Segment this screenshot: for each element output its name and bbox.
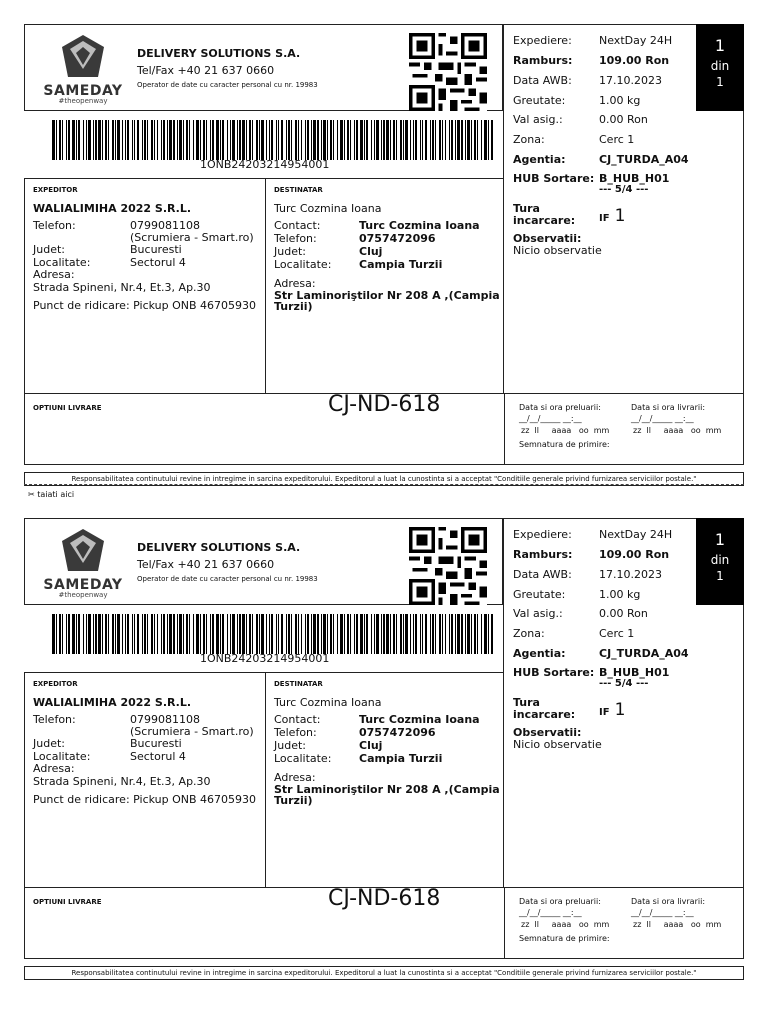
greutate-value: 1.00 kg — [599, 588, 641, 601]
observatii-value: Nicio observatie — [513, 738, 602, 751]
awb-number: 1ONB24203214954001 — [200, 652, 330, 665]
expeditor-telefon-label: Telefon: — [33, 219, 76, 232]
expeditor-localitate: Sectorul 4 — [130, 750, 186, 763]
preluarii-label: Data si ora preluarii: — [519, 897, 601, 906]
expeditor-name: WALIALIMIHA 2022 S.R.L. — [33, 696, 192, 709]
expeditor-adresa-label: Adresa: — [33, 268, 75, 281]
optiuni-divider — [504, 394, 505, 464]
row-ramburs — [513, 548, 670, 561]
parcel-count — [696, 518, 744, 605]
hub-value: B_HUB_H01 — [599, 172, 670, 185]
agentia-label: Agentia: — [513, 153, 566, 166]
expeditor-telefon: 0799081108 — [130, 219, 200, 232]
hub-sub: --- 5/4 --- — [599, 184, 649, 195]
sameday-logo — [43, 527, 123, 607]
expeditor-adresa: Strada Spineni, Nr.4, Et.3, Ap.30 — [33, 281, 211, 294]
expediere-value: NextDay 24H — [599, 34, 673, 47]
val-asig-label: Val asig.: — [513, 607, 563, 620]
preluarii-blanks[interactable]: __/__/_____ __:__ — [519, 414, 582, 423]
expeditor-localitate-label: Localitate: — [33, 256, 91, 269]
hub-sub: --- 5/4 --- — [599, 678, 649, 689]
ramburs-label: Ramburs: — [513, 54, 573, 67]
tura-label — [513, 697, 575, 721]
sameday-mark-icon — [58, 527, 108, 573]
destinatar-contact: Turc Cozmina Ioana — [359, 713, 480, 726]
greutate-label: Greutate: — [513, 94, 566, 107]
tura-value — [599, 206, 625, 226]
parcel-total: 1 — [716, 75, 724, 89]
observatii-value: Nicio observatie — [513, 244, 602, 257]
ramburs-value: 109.00 Ron — [599, 54, 670, 67]
tura-prefix: IF — [599, 213, 610, 224]
parcel-din: din — [710, 553, 730, 567]
route-code: CJ-ND-618 — [328, 392, 441, 417]
row-hub — [513, 666, 670, 679]
destinatar-telefon-label: Telefon: — [274, 726, 317, 739]
tura-number: 1 — [614, 700, 626, 720]
destinatar-localitate: Campia Turzii — [359, 752, 443, 765]
expeditor-judet-label: Judet: — [33, 737, 65, 750]
cut-label — [28, 490, 74, 499]
legal-footer: Responsabilitatea continutului revine in intregime in sarcina expeditorului. Expeditorul a luat la cunostinta si a acceptat "Conditiile generale privind furnizarea serviciilor postale." — [24, 472, 744, 486]
logo-tagline: #theopenway — [58, 591, 108, 599]
destinatar-judet: Cluj — [359, 245, 383, 258]
livrarii-label: Data si ora livrarii: — [631, 403, 706, 412]
zona-label: Zona: — [513, 627, 545, 640]
destinatar-contact-label: Contact: — [274, 219, 321, 232]
agentia-value: CJ_TURDA_A04 — [599, 647, 689, 660]
logo-wordmark: SAMEDAY — [43, 577, 123, 593]
hub-label: HUB Sortare: — [513, 172, 595, 185]
logo-wordmark: SAMEDAY — [43, 83, 123, 99]
destinatar-contact-label: Contact: — [274, 713, 321, 726]
optiuni-header: OPTIUNI LIVRARE — [33, 404, 102, 412]
livrarii-units: zz ll aaaa oo mm — [633, 920, 722, 929]
expeditor-name: WALIALIMIHA 2022 S.R.L. — [33, 202, 192, 215]
agentia-label: Agentia: — [513, 647, 566, 660]
destinatar-localitate-label: Localitate: — [274, 258, 332, 271]
destinatar-judet-label: Judet: — [274, 245, 306, 258]
destinatar-adresa-line1: Str Laminoriştilor Nr 208 A ,(Campia — [274, 289, 500, 302]
preluarii-blanks[interactable]: __/__/_____ __:__ — [519, 908, 582, 917]
destinatar-contact: Turc Cozmina Ioana — [359, 219, 480, 232]
data-operator-note: Operator de date cu caracter personal cu nr. 19983 — [137, 81, 318, 89]
company-phone: Tel/Fax +40 21 637 0660 — [137, 558, 275, 571]
destinatar-adresa-line2: Turzii) — [274, 794, 313, 807]
expeditor-box — [24, 178, 266, 394]
company-header — [24, 24, 503, 111]
zona-value: Cerc 1 — [599, 627, 635, 640]
expeditor-telefon: 0799081108 — [130, 713, 200, 726]
destinatar-telefon-label: Telefon: — [274, 232, 317, 245]
tura-label-line1: Tura — [513, 202, 540, 215]
awb-barcode — [52, 120, 494, 160]
tura-label — [513, 203, 575, 227]
parcel-index: 1 — [714, 36, 726, 55]
parcel-count — [696, 24, 744, 111]
livrarii-blanks[interactable]: __/__/_____ __:__ — [631, 414, 694, 423]
row-hub — [513, 172, 670, 185]
expediere-label: Expediere: — [513, 528, 572, 541]
data-operator-note: Operator de date cu caracter personal cu nr. 19983 — [137, 575, 318, 583]
val-asig-value: 0.00 Ron — [599, 113, 648, 126]
data-awb-label: Data AWB: — [513, 568, 572, 581]
parcel-total: 1 — [716, 569, 724, 583]
awb-number: 1ONB24203214954001 — [200, 158, 330, 171]
destinatar-judet-label: Judet: — [274, 739, 306, 752]
preluarii-units: zz ll aaaa oo mm — [521, 426, 610, 435]
hub-label: HUB Sortare: — [513, 666, 595, 679]
tura-label-line2: incarcare: — [513, 214, 576, 227]
hub-value: B_HUB_H01 — [599, 666, 670, 679]
optiuni-header: OPTIUNI LIVRARE — [33, 898, 102, 906]
semnatura-label: Semnatura de primire: — [519, 934, 610, 943]
row-greutate — [513, 588, 641, 601]
agentia-value: CJ_TURDA_A04 — [599, 153, 689, 166]
parcel-din: din — [710, 59, 730, 73]
optiuni-divider — [504, 888, 505, 958]
tura-label-line2: incarcare: — [513, 708, 576, 721]
company-name: DELIVERY SOLUTIONS S.A. — [137, 47, 301, 60]
row-ramburs — [513, 54, 670, 67]
expeditor-punct-ridicare: Punct de ridicare: Pickup ONB 46705930 — [33, 299, 257, 312]
sameday-mark-icon — [58, 33, 108, 79]
tura-prefix: IF — [599, 707, 610, 718]
destinatar-box — [265, 672, 504, 888]
expeditor-adresa: Strada Spineni, Nr.4, Et.3, Ap.30 — [33, 775, 211, 788]
destinatar-telefon: 0757472096 — [359, 726, 436, 739]
destinatar-name: Turc Cozmina Ioana — [274, 696, 382, 709]
expeditor-telefon-note: (Scrumiera - Smart.ro) — [130, 725, 254, 738]
qr-code — [409, 33, 487, 111]
awb-label-2 — [24, 518, 744, 988]
legal-footer: Responsabilitatea continutului revine in intregime in sarcina expeditorului. Expeditorul a luat la cunostinta si a acceptat "Conditiile generale privind furnizarea serviciilor postale." — [24, 966, 744, 980]
expeditor-header: EXPEDITOR — [33, 680, 78, 688]
destinatar-localitate: Campia Turzii — [359, 258, 443, 271]
expeditor-header: EXPEDITOR — [33, 186, 78, 194]
destinatar-adresa-line1: Str Laminoriştilor Nr 208 A ,(Campia — [274, 783, 500, 796]
row-agentia — [513, 647, 689, 660]
barcode-bar — [491, 614, 493, 654]
destinatar-header: DESTINATAR — [274, 680, 323, 688]
livrarii-label: Data si ora livrarii: — [631, 897, 706, 906]
expeditor-localitate: Sectorul 4 — [130, 256, 186, 269]
route-code: CJ-ND-618 — [328, 886, 441, 911]
parcel-index: 1 — [714, 530, 726, 549]
expeditor-judet: Bucuresti — [130, 737, 182, 750]
data-awb-label: Data AWB: — [513, 74, 572, 87]
qr-code — [409, 527, 487, 605]
awb-barcode — [52, 614, 494, 654]
val-asig-value: 0.00 Ron — [599, 607, 648, 620]
data-awb-value: 17.10.2023 — [599, 74, 662, 87]
zona-value: Cerc 1 — [599, 133, 635, 146]
expeditor-judet-label: Judet: — [33, 243, 65, 256]
destinatar-adresa-line2: Turzii) — [274, 300, 313, 313]
ramburs-value: 109.00 Ron — [599, 548, 670, 561]
row-zona — [513, 627, 635, 640]
greutate-label: Greutate: — [513, 588, 566, 601]
zona-label: Zona: — [513, 133, 545, 146]
destinatar-judet: Cluj — [359, 739, 383, 752]
row-expediere — [513, 34, 673, 47]
row-data-awb — [513, 74, 662, 87]
destinatar-adresa-label: Adresa: — [274, 771, 316, 784]
row-val-asig — [513, 607, 648, 620]
tura-number: 1 — [614, 206, 626, 226]
row-data-awb — [513, 568, 662, 581]
expeditor-punct-ridicare: Punct de ridicare: Pickup ONB 46705930 — [33, 793, 257, 806]
destinatar-localitate-label: Localitate: — [274, 752, 332, 765]
row-expediere — [513, 528, 673, 541]
livrarii-units: zz ll aaaa oo mm — [633, 426, 722, 435]
row-greutate — [513, 94, 641, 107]
expediere-label: Expediere: — [513, 34, 572, 47]
company-header — [24, 518, 503, 605]
expeditor-adresa-label: Adresa: — [33, 762, 75, 775]
row-val-asig — [513, 113, 648, 126]
barcode-bar — [491, 120, 493, 160]
preluarii-label: Data si ora preluarii: — [519, 403, 601, 412]
livrarii-blanks[interactable]: __/__/_____ __:__ — [631, 908, 694, 917]
expeditor-telefon-note: (Scrumiera - Smart.ro) — [130, 231, 254, 244]
greutate-value: 1.00 kg — [599, 94, 641, 107]
row-agentia — [513, 153, 689, 166]
expeditor-localitate-label: Localitate: — [33, 750, 91, 763]
tura-label-line1: Tura — [513, 696, 540, 709]
sameday-logo — [43, 33, 123, 113]
expediere-value: NextDay 24H — [599, 528, 673, 541]
company-name: DELIVERY SOLUTIONS S.A. — [137, 541, 301, 554]
destinatar-telefon: 0757472096 — [359, 232, 436, 245]
destinatar-name: Turc Cozmina Ioana — [274, 202, 382, 215]
tura-value — [599, 700, 625, 720]
expeditor-judet: Bucuresti — [130, 243, 182, 256]
awb-label-1 — [24, 24, 744, 494]
row-zona — [513, 133, 635, 146]
destinatar-adresa-label: Adresa: — [274, 277, 316, 290]
company-phone: Tel/Fax +40 21 637 0660 — [137, 64, 275, 77]
val-asig-label: Val asig.: — [513, 113, 563, 126]
destinatar-box — [265, 178, 504, 394]
preluarii-units: zz ll aaaa oo mm — [521, 920, 610, 929]
destinatar-header: DESTINATAR — [274, 186, 323, 194]
logo-tagline: #theopenway — [58, 97, 108, 105]
ramburs-label: Ramburs: — [513, 548, 573, 561]
data-awb-value: 17.10.2023 — [599, 568, 662, 581]
cut-label-text: taiati aici — [37, 490, 75, 499]
observatii-label: Observatii: — [513, 726, 582, 739]
observatii-label: Observatii: — [513, 232, 582, 245]
expeditor-telefon-label: Telefon: — [33, 713, 76, 726]
expeditor-box — [24, 672, 266, 888]
semnatura-label: Semnatura de primire: — [519, 440, 610, 449]
cut-line — [24, 484, 744, 485]
scissors-icon: ✂ — [28, 490, 35, 499]
